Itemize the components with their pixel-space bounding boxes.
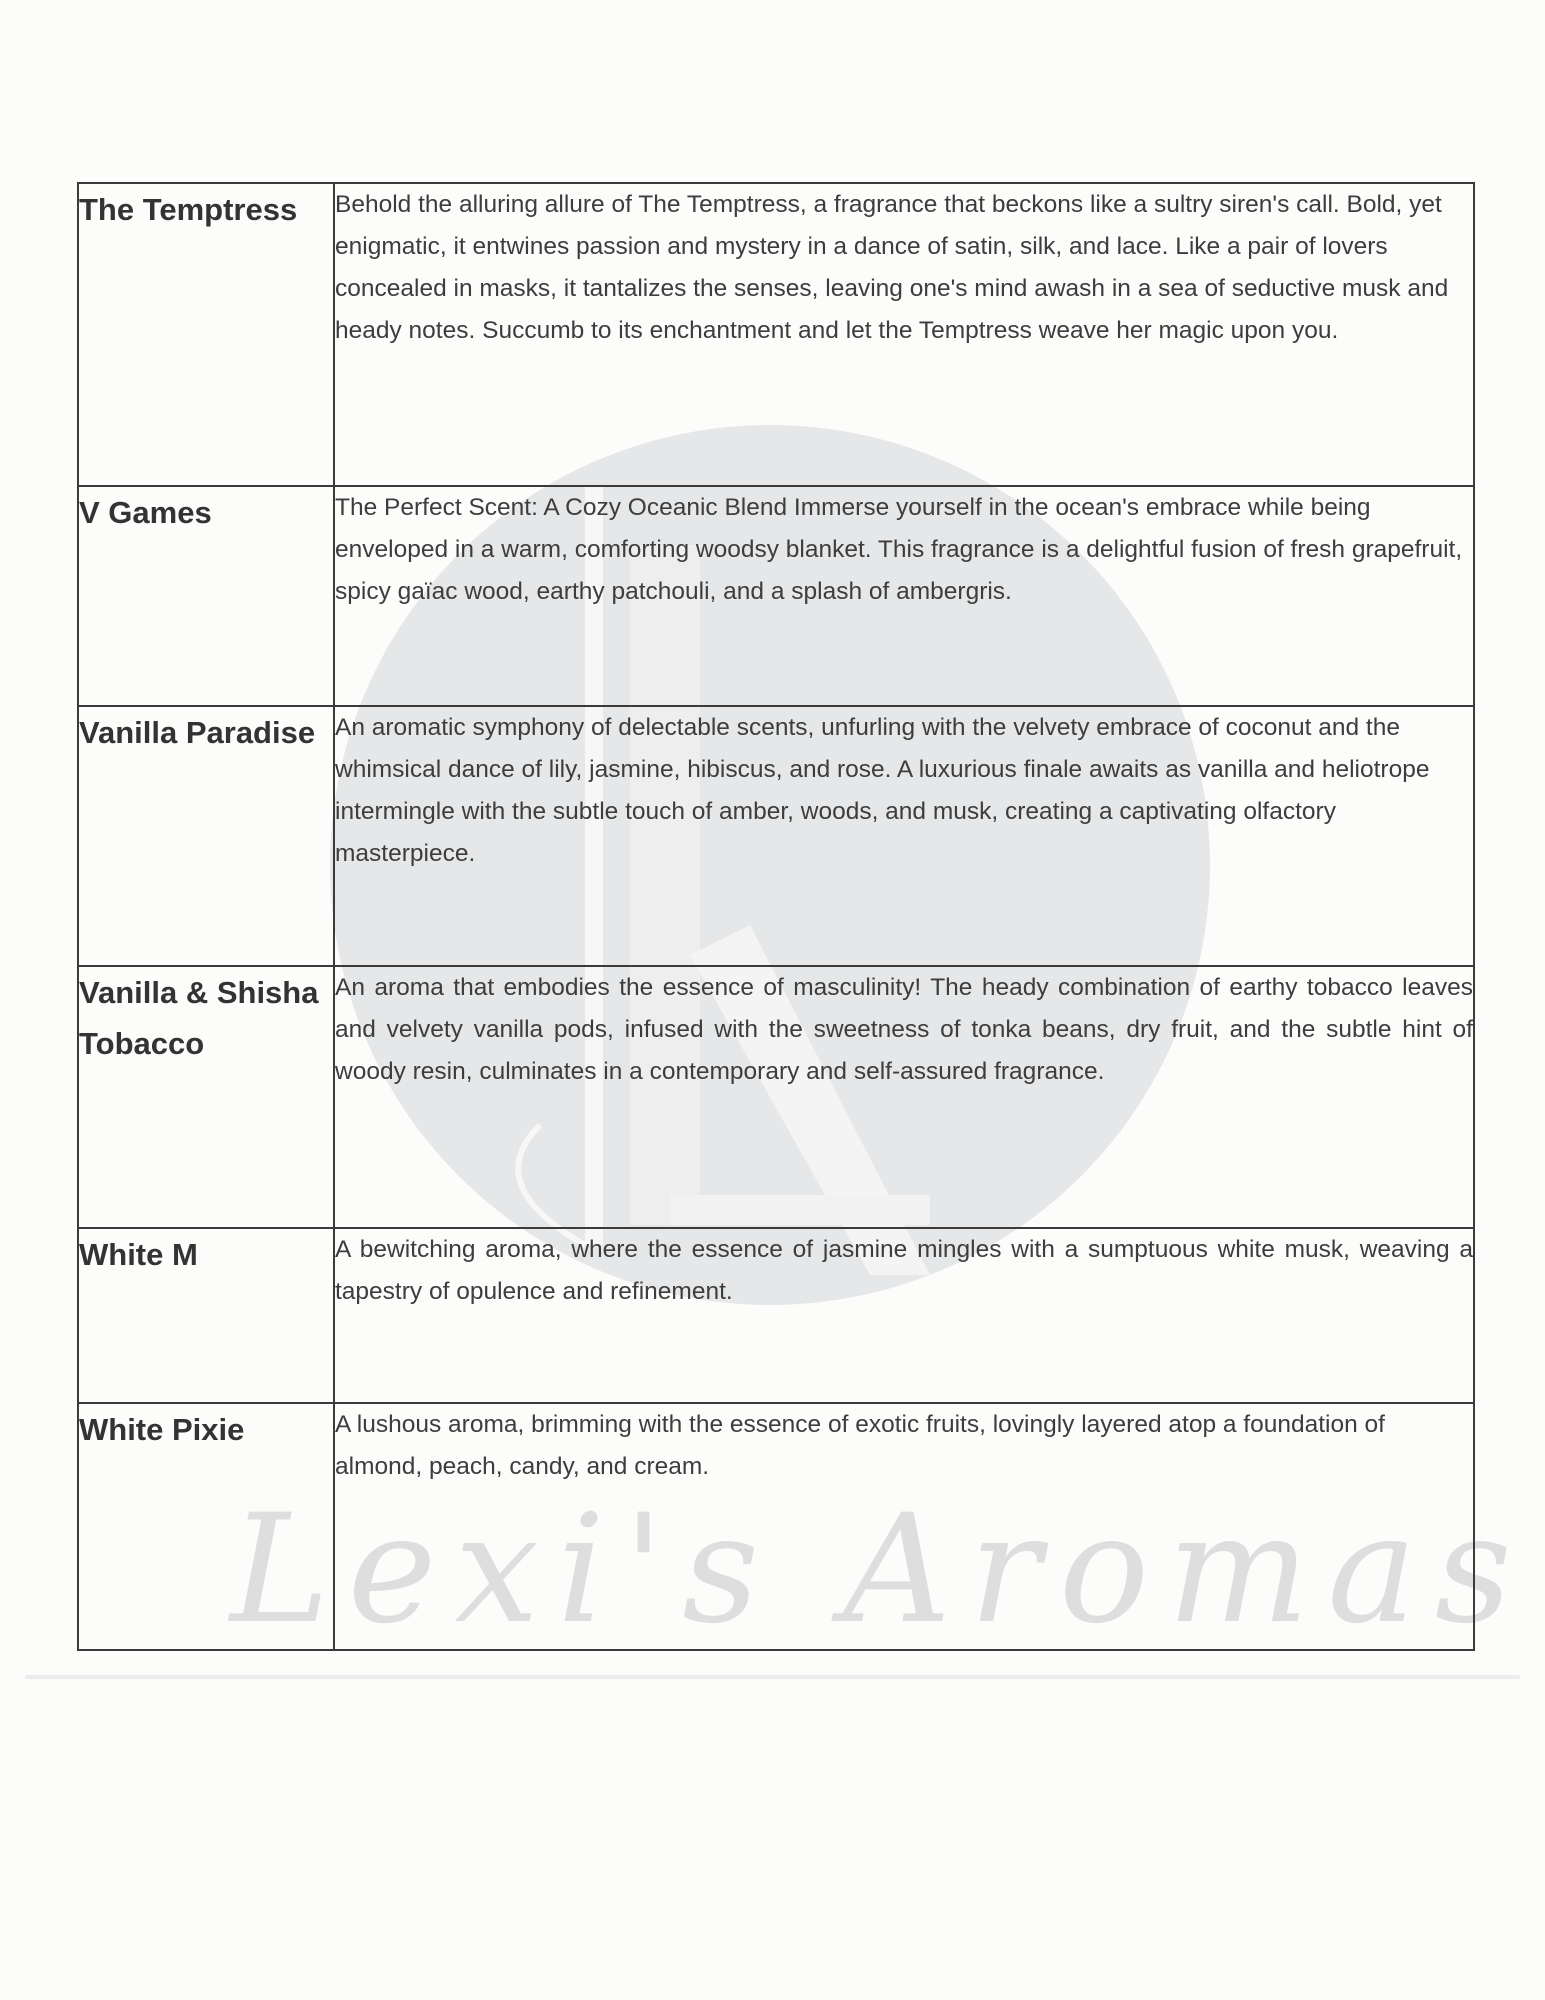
fragrance-description: Behold the alluring allure of The Temptress, a fragrance that beckons like a sultry siren's call. Bold, yet enigmatic, it entwines passion and mystery in a dance of satin, silk, and lace. Like a pair of lovers concealed in masks, it tantalizes the senses, leaving one's mind awash in a sea of seductive musk and heady notes. Succumb to its enchantment and let the Temptress weave her magic upon you. [334,183,1474,486]
watermark-script-text: Lexi's Aromas [230,1483,1530,1657]
fragrance-name: White Pixie [78,1403,334,1650]
fragrance-name: V Games [78,486,334,706]
fragrance-description: A lushous aroma, brimming with the essence of exotic fruits, lovingly layered atop a foundation of almond, peach, candy, and cream. [334,1403,1474,1650]
fragrance-name: White M [78,1228,334,1403]
fragrance-name: The Temptress [78,183,334,486]
fragrance-name: Vanilla & Shisha Tobacco [78,966,334,1228]
table-row [78,1228,1474,1403]
fragrance-table [77,182,1475,1651]
fragrance-description: An aromatic symphony of delectable scents, unfurling with the velvety embrace of coconut and the whimsical dance of lily, jasmine, hibiscus, and rose. A luxurious finale awaits as vanilla and heliotrope intermingle with the subtle touch of amber, woods, and musk, creating a captivating olfactory masterpiece. [334,706,1474,966]
footer-divider [25,1675,1520,1679]
table-row [78,706,1474,966]
table-row [78,486,1474,706]
table-row [78,183,1474,486]
fragrance-description: The Perfect Scent: A Cozy Oceanic Blend Immerse yourself in the ocean's embrace while being enveloped in a warm, comforting woodsy blanket. This fragrance is a delightful fusion of fresh grapefruit, spicy gaïac wood, earthy patchouli, and a splash of ambergris. [334,486,1474,706]
table-row [78,966,1474,1228]
fragrance-name: Vanilla Paradise [78,706,334,966]
fragrance-description: A bewitching aroma, where the essence of jasmine mingles with a sumptuous white musk, weaving a tapestry of opulence and refinement. [334,1228,1474,1403]
table-row [78,1403,1474,1650]
fragrance-description: An aroma that embodies the essence of masculinity! The heady combination of earthy tobacco leaves and velvety vanilla pods, infused with the sweetness of tonka beans, dry fruit, and the subtle hint of woody resin, culminates in a contemporary and self-assured fragrance. [334,966,1474,1228]
